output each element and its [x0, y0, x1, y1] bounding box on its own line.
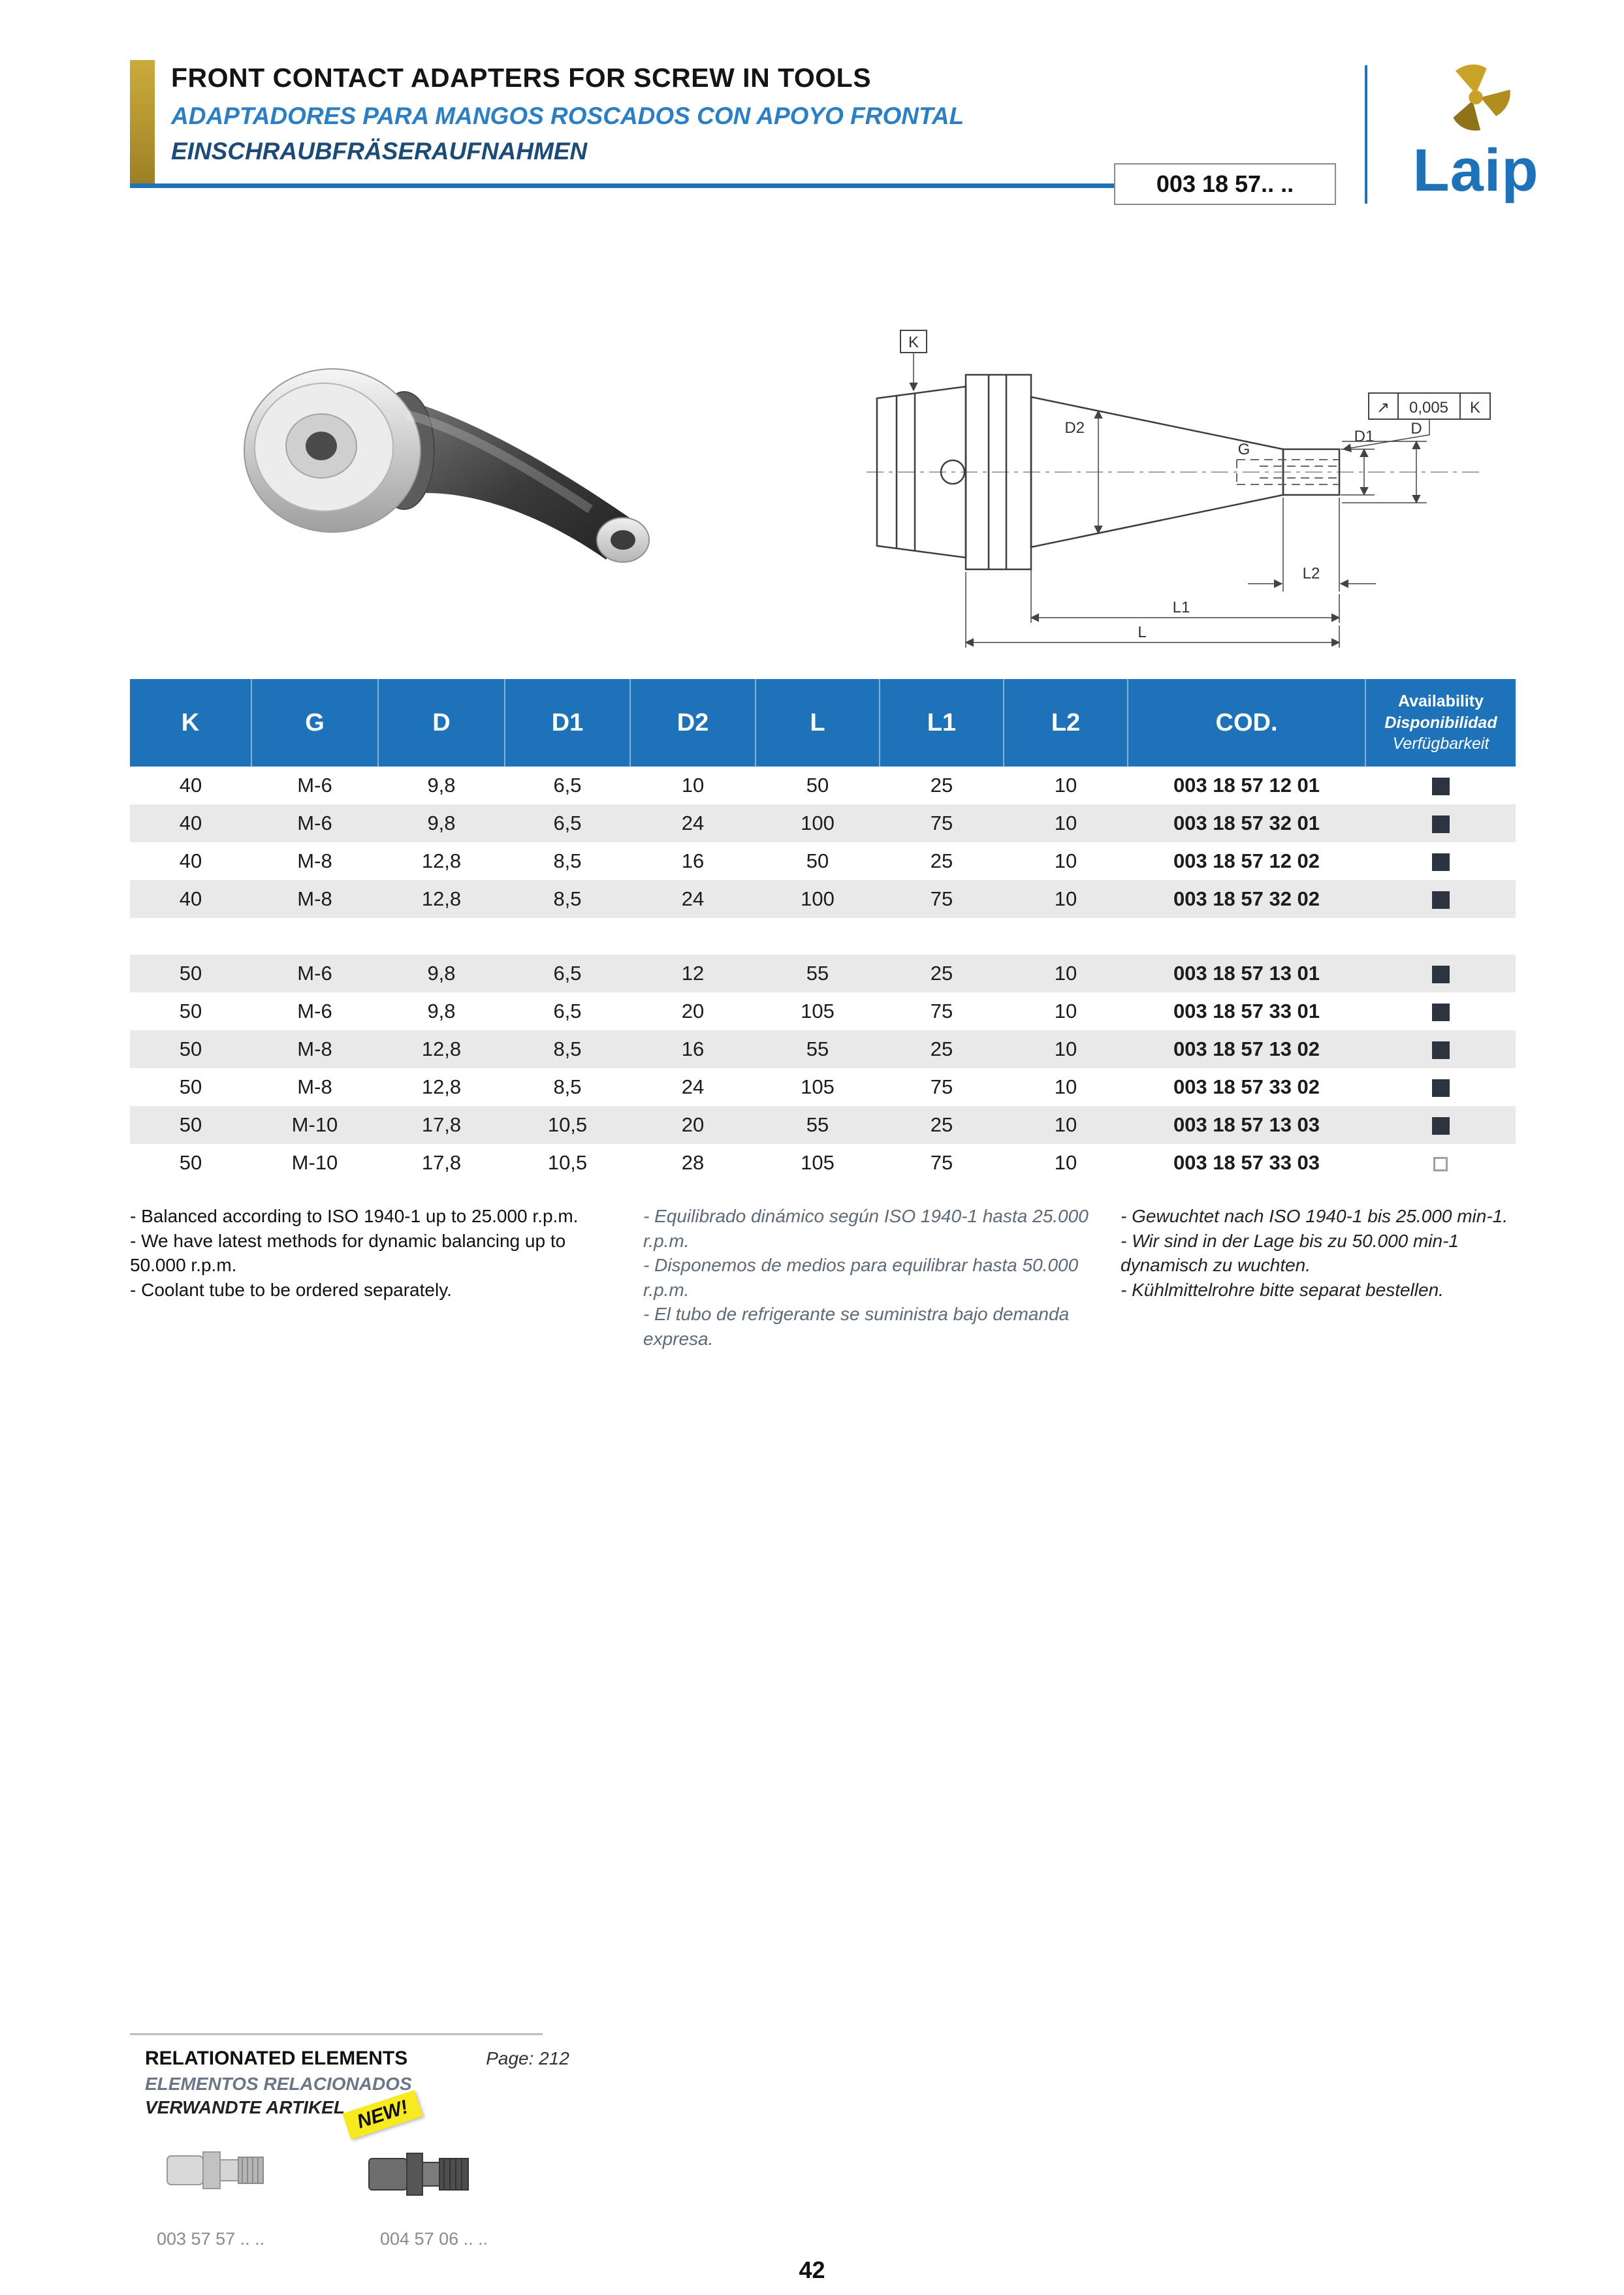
cell-d2: 20 — [681, 1113, 705, 1136]
related-page-ref: Page: 212 — [486, 2048, 569, 2068]
availability-square — [1432, 1117, 1450, 1135]
cell-l1: 25 — [930, 962, 953, 985]
cell-l2: 10 — [1054, 1075, 1077, 1098]
table-row — [130, 1030, 1516, 1068]
table-row — [130, 1144, 1516, 1182]
table-row — [130, 767, 1516, 804]
cell-l2: 10 — [1054, 962, 1077, 985]
cell-d2: 20 — [681, 1000, 705, 1022]
related-product-code-2: 004 57 06 .. .. — [380, 2229, 488, 2249]
cell-d: 12,8 — [421, 1075, 462, 1098]
laip-wordmark: Laip — [1412, 137, 1539, 204]
cell-d2: 10 — [681, 774, 705, 797]
cell-availability — [1365, 1106, 1516, 1144]
cell-d2: 24 — [681, 812, 705, 834]
cell-availability — [1365, 804, 1516, 842]
cell-d: 17,8 — [421, 1151, 462, 1174]
cell-k: 50 — [179, 962, 202, 985]
note-line: - We have latest methods for dynamic balancing up to 50.000 r.p.m. — [130, 1230, 566, 1276]
cell-l: 50 — [806, 774, 829, 797]
cell-l: 105 — [801, 1075, 835, 1098]
cell-cod: 003 18 57 33 03 — [1173, 1151, 1320, 1174]
notes-german — [1121, 1204, 1512, 1302]
cell-l1: 75 — [930, 1151, 953, 1174]
cell-l2: 10 — [1054, 1113, 1077, 1136]
related-product-thumbnail-1 — [148, 2115, 278, 2220]
cell-l1: 75 — [930, 812, 953, 834]
cell-d2: 16 — [681, 849, 705, 872]
cell-d1: 8,5 — [553, 849, 582, 872]
cell-d2: 24 — [681, 887, 705, 910]
cell-g: M-6 — [297, 812, 332, 834]
technical-drawing — [854, 325, 1494, 662]
cell-g: M-8 — [297, 849, 332, 872]
related-separator — [130, 2033, 543, 2035]
cell-d1: 6,5 — [553, 1000, 582, 1022]
dim-l1-label: L1 — [1172, 599, 1190, 616]
table-row — [130, 992, 1516, 1030]
col-header-l2: L2 — [1004, 679, 1128, 767]
col-header-cod: COD. — [1128, 679, 1365, 767]
table-row — [130, 842, 1516, 880]
availability-square — [1432, 891, 1450, 909]
note-line: - Equilibrado dinámico según ISO 1940-1 hasta 25.000 r.p.m. — [643, 1206, 1089, 1251]
cell-l1: 25 — [930, 774, 953, 797]
cell-k: 40 — [179, 812, 202, 834]
header-titles — [171, 63, 964, 165]
cell-l2: 10 — [1054, 1037, 1077, 1060]
availability-square — [1432, 778, 1450, 795]
col-header-d2: D2 — [630, 679, 756, 767]
cell-availability — [1365, 1144, 1516, 1182]
cell-d1: 6,5 — [553, 774, 582, 797]
cell-k: 50 — [179, 1037, 202, 1060]
tolerance-datum: K — [1469, 399, 1481, 417]
dim-d2-label: D2 — [1064, 419, 1085, 437]
cell-availability — [1365, 767, 1516, 804]
cell-l: 100 — [801, 887, 835, 910]
related-product-code-1: 003 57 57 .. .. — [157, 2229, 265, 2249]
col-header-k: K — [130, 679, 251, 767]
cell-g: M-10 — [291, 1151, 338, 1174]
cell-k: 50 — [179, 1113, 202, 1136]
cell-g: M-10 — [291, 1113, 338, 1136]
cell-cod: 003 18 57 13 03 — [1173, 1113, 1320, 1136]
cell-g: M-6 — [297, 774, 332, 797]
page-title-en: FRONT CONTACT ADAPTERS FOR SCREW IN TOOLS — [171, 63, 872, 93]
cell-cod: 003 18 57 33 01 — [1173, 1000, 1320, 1022]
cell-cod: 003 18 57 13 01 — [1173, 962, 1320, 985]
table-row — [130, 880, 1516, 918]
cell-d: 12,8 — [421, 1037, 462, 1060]
cell-k: 40 — [179, 774, 202, 797]
cell-d1: 6,5 — [553, 812, 582, 834]
cell-l2: 10 — [1054, 812, 1077, 834]
cell-l1: 75 — [930, 1075, 953, 1098]
cell-cod: 003 18 57 12 01 — [1173, 774, 1320, 797]
product-photo — [192, 330, 740, 620]
cell-k: 40 — [179, 849, 202, 872]
cell-availability — [1365, 880, 1516, 918]
cell-d: 17,8 — [421, 1113, 462, 1136]
cell-l: 105 — [801, 1151, 835, 1174]
cell-availability — [1365, 1030, 1516, 1068]
spec-table — [130, 679, 1516, 1182]
note-line: - Balanced according to ISO 1940-1 up to 25.000 r.p.m. — [130, 1206, 579, 1226]
cell-l: 105 — [801, 1000, 835, 1022]
cell-l: 50 — [806, 849, 829, 872]
dim-d-label: D — [1410, 420, 1422, 437]
dim-l2-label: L2 — [1302, 565, 1320, 582]
cell-d2: 12 — [681, 962, 705, 985]
note-line: - Kühlmittelrohre bitte separat bestellen. — [1121, 1279, 1444, 1300]
spec-table-header — [130, 679, 1516, 767]
cell-d1: 8,5 — [553, 887, 582, 910]
dim-l-label: L — [1138, 624, 1147, 641]
tool-tip-bore — [611, 530, 635, 550]
cell-l2: 10 — [1054, 1000, 1077, 1022]
dim-d1-label: D1 — [1354, 428, 1375, 445]
cell-cod: 003 18 57 32 01 — [1173, 812, 1320, 834]
header-gold-bar — [130, 60, 155, 185]
table-row — [130, 955, 1516, 992]
cell-d: 12,8 — [421, 887, 462, 910]
availability-header-es: Disponibilidad — [1384, 713, 1497, 732]
cell-l2: 10 — [1054, 849, 1077, 872]
table-row — [130, 1106, 1516, 1144]
laip-logo-icon — [1437, 60, 1515, 133]
related-title-en: RELATIONATED ELEMENTS — [145, 2048, 408, 2069]
cell-d1: 8,5 — [553, 1037, 582, 1060]
note-line: - Coolant tube to be ordered separately. — [130, 1279, 452, 1300]
table-row — [130, 1068, 1516, 1106]
cell-l2: 10 — [1054, 774, 1077, 797]
cell-g: M-8 — [297, 1075, 332, 1098]
cell-l1: 25 — [930, 1037, 953, 1060]
cell-l1: 75 — [930, 887, 953, 910]
cell-l2: 10 — [1054, 1151, 1077, 1174]
cell-g: M-8 — [297, 887, 332, 910]
page-title-es: ADAPTADORES PARA MANGOS ROSCADOS CON APOYO FRONTAL — [171, 103, 964, 129]
availability-square — [1433, 1157, 1448, 1171]
logo-divider — [1365, 65, 1367, 204]
cell-cod: 003 18 57 32 02 — [1173, 887, 1320, 910]
cell-k: 50 — [179, 1000, 202, 1022]
datum-k-label: K — [908, 334, 919, 351]
availability-square — [1432, 853, 1450, 871]
col-header-g: G — [251, 679, 378, 767]
cell-cod: 003 18 57 12 02 — [1173, 849, 1320, 872]
page-title-de: EINSCHRAUBFRÄSERAUFNAHMEN — [171, 138, 588, 165]
col-header-d1: D1 — [505, 679, 630, 767]
col-header-l: L — [756, 679, 880, 767]
availability-square — [1432, 966, 1450, 983]
table-row — [130, 804, 1516, 842]
cell-d1: 10,5 — [547, 1151, 588, 1174]
cell-k: 40 — [179, 887, 202, 910]
note-line: - Disponemos de medios para equilibrar hasta 50.000 r.p.m. — [643, 1255, 1079, 1300]
note-line: - Gewuchtet nach ISO 1940-1 bis 25.000 min-1. — [1121, 1206, 1508, 1226]
related-title-row — [145, 2048, 569, 2070]
cell-k: 50 — [179, 1075, 202, 1098]
cell-k: 50 — [179, 1151, 202, 1174]
new-badge: NEW! — [342, 2090, 422, 2140]
cell-g: M-8 — [297, 1037, 332, 1060]
cell-d2: 28 — [681, 1151, 705, 1174]
table-gap-row — [130, 918, 1516, 955]
cell-g: M-6 — [297, 962, 332, 985]
col-header-l1: L1 — [880, 679, 1004, 767]
cell-d: 9,8 — [427, 962, 456, 985]
cell-d: 9,8 — [427, 1000, 456, 1022]
cell-availability — [1365, 842, 1516, 880]
cell-d: 9,8 — [427, 812, 456, 834]
cell-l1: 25 — [930, 1113, 953, 1136]
cell-g: M-6 — [297, 1000, 332, 1022]
tolerance-value: 0,005 — [1409, 399, 1449, 417]
dim-g-label: G — [1237, 441, 1250, 458]
cell-l: 55 — [806, 1113, 829, 1136]
notes-english — [130, 1204, 584, 1302]
cell-d2: 16 — [681, 1037, 705, 1060]
cell-d1: 8,5 — [553, 1075, 582, 1098]
note-line: - El tubo de refrigerante se suministra bajo demanda expresa. — [643, 1304, 1070, 1349]
cell-d1: 6,5 — [553, 962, 582, 985]
availability-header-de: Verfügbarkeit — [1392, 735, 1489, 753]
related-title-es: ELEMENTOS RELACIONADOS — [145, 2074, 412, 2094]
notes-spanish — [643, 1204, 1100, 1351]
cell-d2: 24 — [681, 1075, 705, 1098]
cell-d1: 10,5 — [547, 1113, 588, 1136]
cell-l: 55 — [806, 962, 829, 985]
availability-square — [1432, 1004, 1450, 1021]
cell-l1: 25 — [930, 849, 953, 872]
availability-square — [1432, 1079, 1450, 1097]
related-title-de: VERWANDTE ARTIKEL — [145, 2097, 345, 2117]
col-header-availability — [1365, 679, 1516, 767]
gap-cell — [130, 918, 1516, 955]
cell-l2: 10 — [1054, 887, 1077, 910]
availability-square — [1432, 815, 1450, 833]
cell-cod: 003 18 57 33 02 — [1173, 1075, 1320, 1098]
cell-d: 12,8 — [421, 849, 462, 872]
spec-table-body — [130, 767, 1516, 1182]
cell-l1: 75 — [930, 1000, 953, 1022]
cell-availability — [1365, 992, 1516, 1030]
cell-d: 9,8 — [427, 774, 456, 797]
cell-cod: 003 18 57 13 02 — [1173, 1037, 1320, 1060]
cell-l: 100 — [801, 812, 835, 834]
product-code-box: 003 18 57.. .. — [1114, 163, 1336, 205]
page-number: 42 — [799, 2256, 825, 2283]
runout-symbol: ↗ — [1376, 399, 1390, 417]
cell-l: 55 — [806, 1037, 829, 1060]
note-line: - Wir sind in der Lage bis zu 50.000 min-1 dynamisch zu wuchten. — [1121, 1230, 1459, 1276]
cell-availability — [1365, 955, 1516, 992]
availability-header-en: Availability — [1397, 692, 1484, 711]
col-header-d: D — [378, 679, 505, 767]
laip-logo — [1384, 60, 1567, 204]
tool-flange-bore — [306, 432, 337, 460]
cell-availability — [1365, 1068, 1516, 1106]
availability-square — [1432, 1041, 1450, 1059]
